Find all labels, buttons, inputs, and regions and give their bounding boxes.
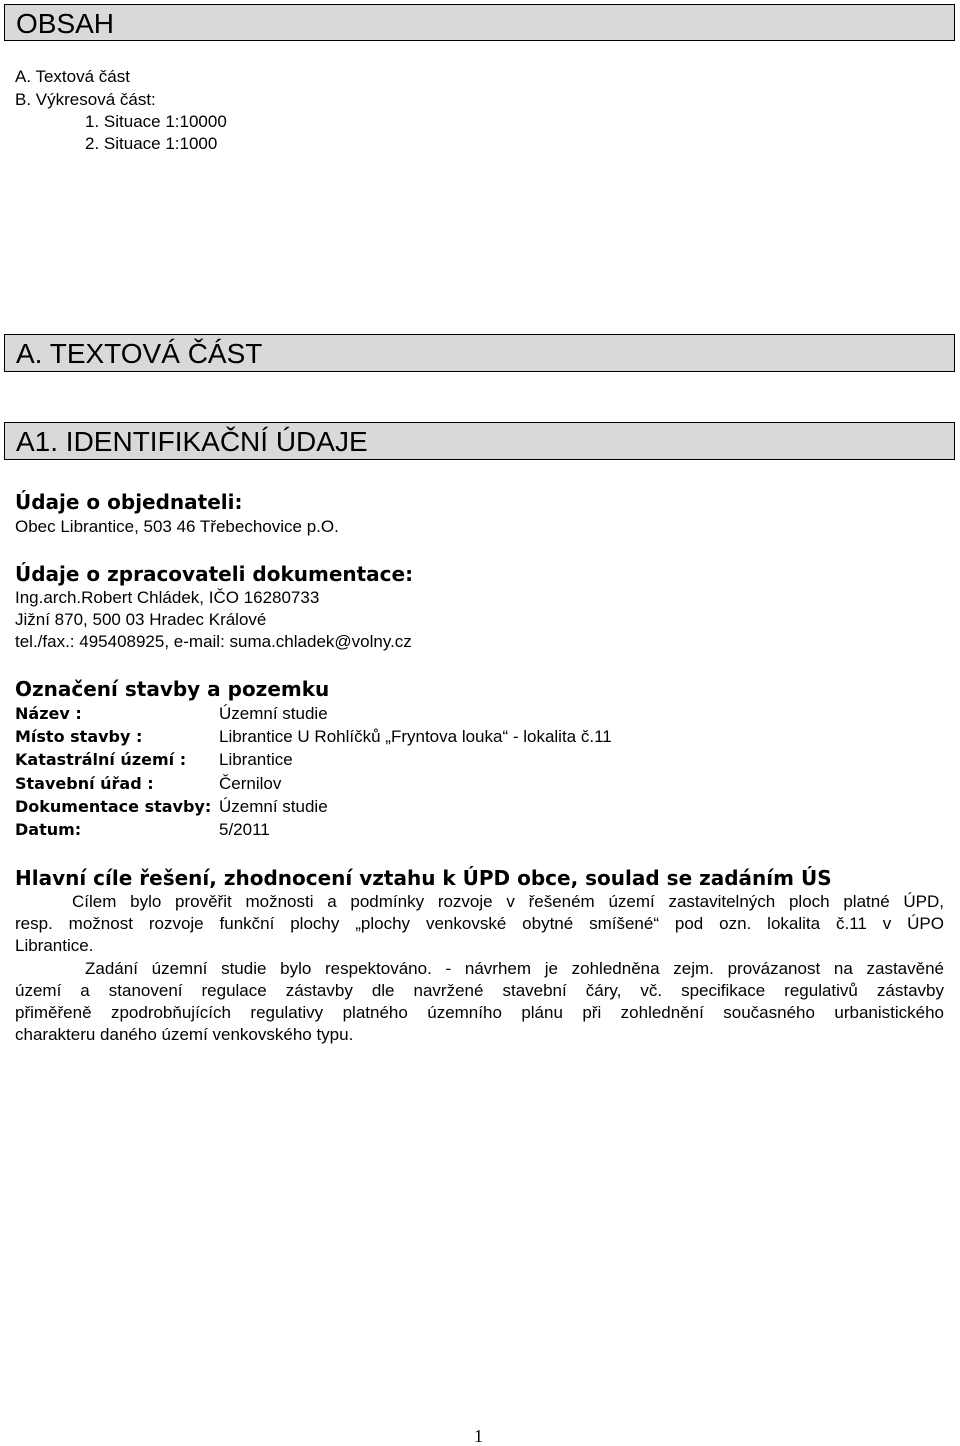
building-value-location: Librantice U Rohlíčků „Fryntova louka“ - lokalita č.11	[219, 727, 612, 746]
section-a1-heading-box	[4, 422, 955, 460]
toc-heading-box	[4, 4, 955, 41]
building-label-date: Datum:	[15, 820, 82, 839]
goals-p1-line-2: resp. možnost rozvoje funkční plochy „plochy venkovské obytné smíšené“ pod ozn. lokalita č.11 v ÚPO	[15, 914, 944, 933]
toc-heading: OBSAH	[16, 8, 115, 39]
building-label-office: Stavební úřad :	[15, 774, 154, 793]
section-a-heading: A. TEXTOVÁ ČÁST	[16, 338, 263, 369]
goals-p1-line-1: Cílem bylo prověřit možnosti a podmínky rozvoje v řešeném území zastavitelných ploch platné ÚPD,	[72, 892, 944, 911]
building-value-documentation: Územní studie	[219, 797, 328, 816]
building-label-location: Místo stavby :	[15, 727, 143, 746]
building-label-documentation: Dokumentace stavby:	[15, 797, 212, 816]
goals-p2-line-4: charakteru daného území venkovského typu.	[15, 1025, 354, 1044]
section-a1-heading: A1. IDENTIFIKAČNÍ ÚDAJE	[16, 426, 368, 457]
section-a-heading-box	[4, 334, 955, 372]
toc-item-b: B. Výkresová část:	[15, 90, 156, 109]
building-value-name: Územní studie	[219, 704, 328, 723]
toc-item-a: A. Textová část	[15, 67, 130, 86]
client-line: Obec Librantice, 503 46 Třebechovice p.O.	[15, 517, 339, 536]
processor-heading: Údaje o zpracovateli dokumentace:	[15, 562, 414, 586]
goals-p2-line-1: Zadání územní studie bylo respektováno. - návrhem je zohledněna zejm. provázanost na zastavěné	[85, 959, 944, 978]
toc-subitem-2: 2. Situace 1:1000	[85, 134, 218, 153]
building-value-date: 5/2011	[219, 820, 270, 839]
goals-p1-line-3: Librantice.	[15, 936, 94, 955]
goals-p2-line-2: území a stanovení regulace zástavby dle navržené stavební čáry, vč. specifikace regulativů zástavby	[15, 981, 944, 1000]
goals-p2-line-3: přiměřeně zpodrobňujících regulativy platného územního plánu při zohlednění současného urbanistického	[15, 1003, 944, 1022]
building-value-office: Černilov	[219, 774, 282, 793]
processor-line-1: Ing.arch.Robert Chládek, IČO 16280733	[15, 588, 320, 607]
processor-line-3: tel./fax.: 495408925, e-mail: suma.chladek@volny.cz	[15, 632, 412, 651]
building-value-cadastral: Librantice	[219, 750, 293, 769]
building-label-name: Název :	[15, 704, 82, 723]
toc-subitem-1: 1. Situace 1:10000	[85, 112, 227, 131]
building-label-cadastral: Katastrální území :	[15, 750, 187, 769]
goals-heading: Hlavní cíle řešení, zhodnocení vztahu k ÚPD obce, soulad se zadáním ÚS	[15, 866, 832, 890]
processor-line-2: Jižní 870, 500 03 Hradec Králové	[15, 610, 267, 629]
client-heading: Údaje o objednateli:	[15, 490, 243, 514]
building-heading: Označení stavby a pozemku	[15, 677, 330, 701]
page-number: 1	[474, 1426, 483, 1446]
